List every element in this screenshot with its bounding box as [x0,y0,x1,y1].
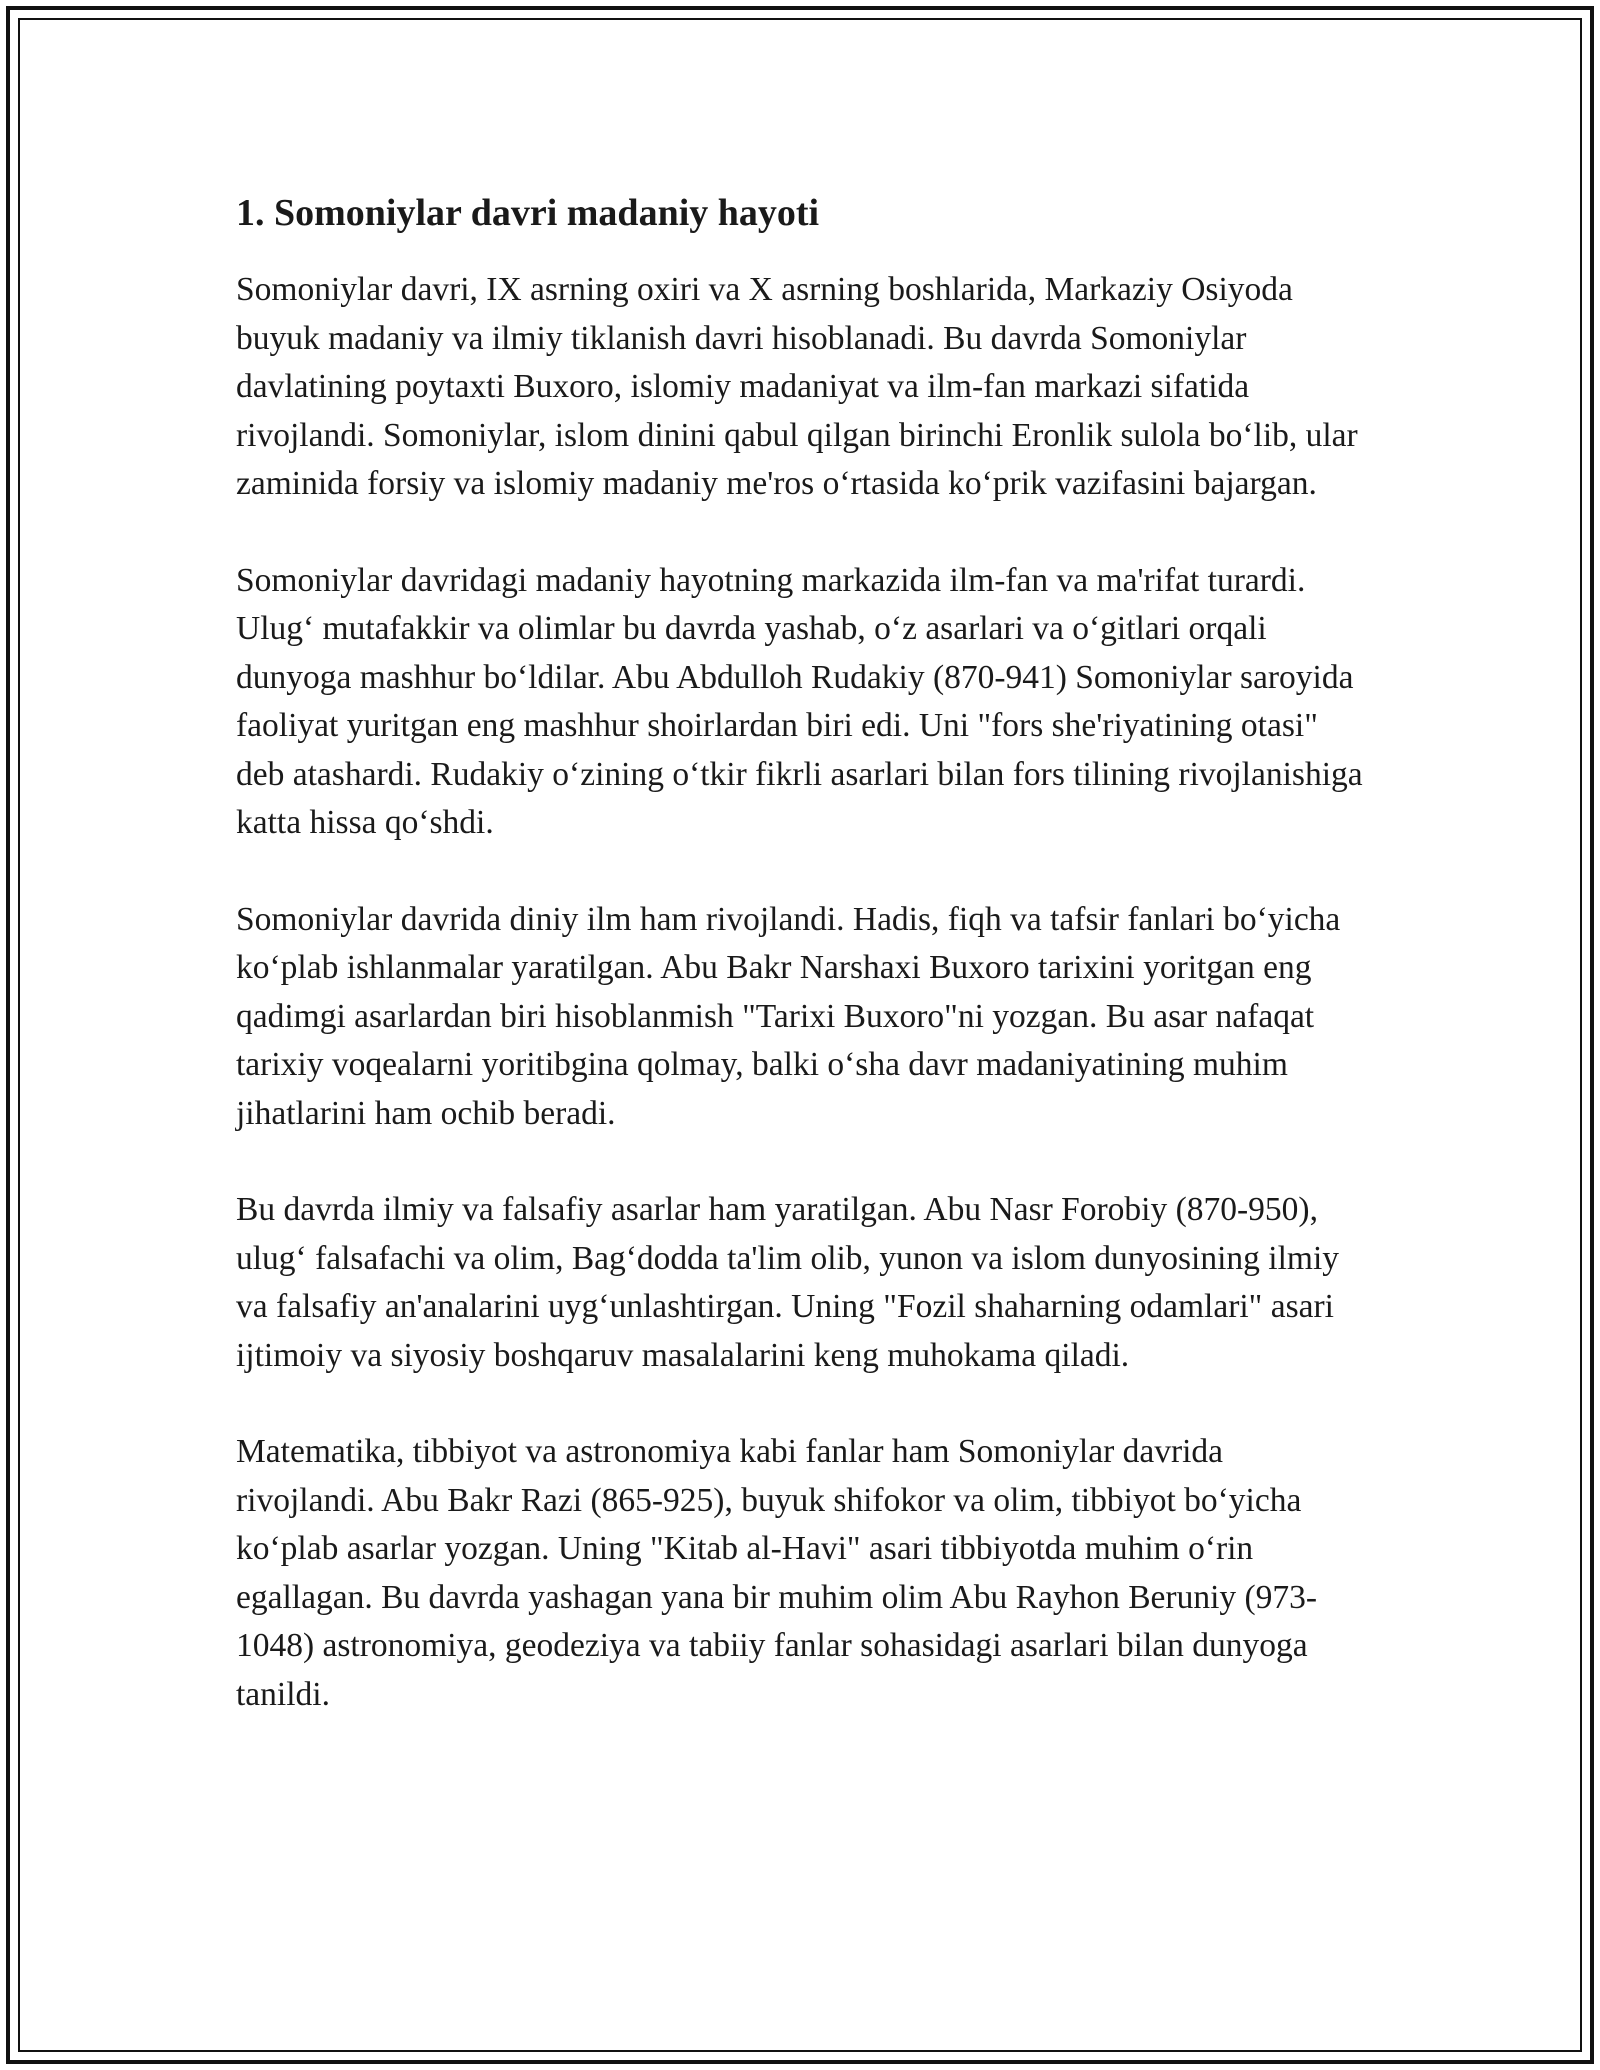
paragraph-1: Somoniylar davri, IX asrning oxiri va X asrning boshlarida, Markaziy Osiyoda buyuk madaniy va ilmiy tiklanish davri hisoblanadi. Bu davrda Somoniylar davlatining poytaxti Buxoro, islomiy madaniyat va ilm-fan markazi sifatida rivojlandi. Somoniylar, islom dinini qabul qilgan birinchi Eronlik sulola bo‘lib, ular zaminida forsiy va islomiy madaniy me'ros o‘rtasida ko‘prik vazifasini bajargan. [236,271,1358,502]
paragraph-2: Somoniylar davridagi madaniy hayotning markazida ilm-fan va ma'rifat turardi. Ulug‘ mutafakkir va olimlar bu davrda yashab, o‘z asarlari va o‘gitlari orqali dunyoga mashhur bo‘ldilar. Abu Abdulloh Rudakiy (870-941) Somoniylar saroyida faoliyat yuritgan eng mashhur shoirlardan biri edi. Uni "fors she'riyatining otasi" deb atashardi. Rudakiy o‘zining o‘tkir fikrli asarlari bilan fors tilining rivojlanishiga katta hissa qo‘shdi. [236,561,1363,841]
paragraph-5: Matematika, tibbiyot va astronomiya kabi fanlar ham Somoniylar davrida rivojlandi. Abu Bakr Razi (865-925), buyuk shifokor va olim, tibbiyot bo‘yicha ko‘plab asarlar yozgan. Uning "Kitab al-Havi" asari tibbiyotda muhim o‘rin egallagan. Bu davrda yashagan yana bir muhim olim Abu Rayhon Beruniy (973-1048) astronomiya, geodeziya va tabiiy fanlar sohasidagi asarlari bilan dunyoga tanildi. [236,1433,1318,1713]
paragraph-4: Bu davrda ilmiy va falsafiy asarlar ham yaratilgan. Abu Nasr Forobiy (870-950), ulug‘ falsafachi va olim, Bag‘dodda ta'lim olib, yunon va islom dunyosining ilmiy va falsafiy an'analarini uyg‘unlashtirgan. Uning "Fozil shaharning odamlari" asari ijtimoiy va siyosiy boshqaruv masalalarini keng muhokama qiladi. [236,1191,1340,1374]
paragraph-3: Somoniylar davrida diniy ilm ham rivojlandi. Hadis, fiqh va tafsir fanlari bo‘yicha ko‘plab ishlanmalar yaratilgan. Abu Bakr Narshaxi Buxoro tarixini yoritgan eng qadimgi asarlardan biri hisoblanmish "Tarixi Buxoro"ni yozgan. Bu asar nafaqat tarixiy voqealarni yoritibgina qolmay, balki o‘sha davr madaniyatining muhim jihatlarini ham ochib beradi. [236,900,1341,1132]
document-body [236,184,1366,1767]
section-heading: 1. Somoniylar davri madaniy hayoti [236,192,820,234]
